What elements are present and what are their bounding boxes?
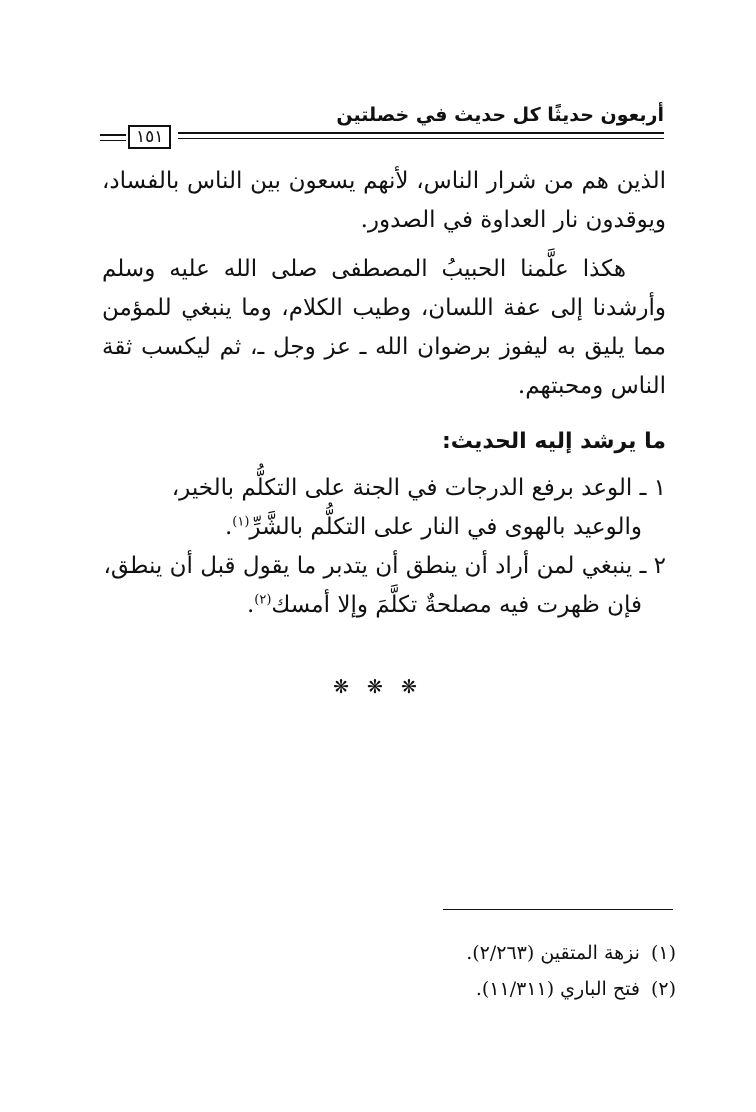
list-item-number: ١ ـ <box>639 475 666 501</box>
footnote-mark: (٢) <box>650 978 676 1000</box>
list-item-number: ٢ ـ <box>639 553 666 579</box>
section-heading: ما يرشد إليه الحديث: <box>442 429 666 454</box>
footnote-ref-2[interactable]: (٢) <box>254 592 272 608</box>
list-item-line-2: فإن ظهرت فيه مصلحةٌ تكلَّمَ وإلا أمسك <box>271 592 642 618</box>
page-number-group <box>100 125 171 149</box>
footnotes <box>256 935 676 1007</box>
list-item-line-2: والوعيد بالهوى في النار على التكلُّم بالشَّرِّ <box>249 514 642 540</box>
section-separator: ❋ ❋ ❋ <box>333 676 423 698</box>
running-title: أربعون حديثًا كل حديث في خصلتين <box>336 104 664 126</box>
footnote-1 <box>256 935 676 971</box>
lesson-list <box>102 469 666 625</box>
body-text <box>102 162 666 625</box>
list-item-line-1: الوعد برفع الدرجات في الجنة على التكلُّم بالخير، <box>171 475 633 501</box>
footnote-text: فتح الباري (١١/٣١١). <box>475 978 640 1000</box>
list-item-line-1: ينبغي لمن أراد أن ينطق أن يتدبر ما يقول قبل أن ينطق، <box>103 553 633 579</box>
header-rule-left <box>100 134 126 141</box>
list-item <box>102 469 666 547</box>
list-item-end: . <box>224 514 233 540</box>
paragraph-1: الذين هم من شرار الناس، لأنهم يسعون بين الناس بالفساد، ويوقدون نار العداوة في الصدور. <box>102 168 666 233</box>
footnote-ref-1[interactable]: (١) <box>232 514 250 530</box>
footnote-text: نزهة المتقين (٢/٢٦٣). <box>466 942 640 964</box>
header-rule <box>178 132 664 139</box>
footnote-rule <box>443 909 673 910</box>
list-item <box>102 547 666 625</box>
list-item-end: . <box>246 592 255 618</box>
page-number: ١٥١ <box>128 125 171 149</box>
footnote-2 <box>256 971 676 1007</box>
footnote-mark: (١) <box>650 942 676 964</box>
paragraph-2: هكذا علَّمنا الحبيبُ المصطفى صلى الله عليه وسلم وأرشدنا إلى عفة اللسان، وطيب الكلام، وما ينبغي للمؤمن مما يليق به ليفوز برضوان الله ـ عز وجل ـ، ثم ليكسب ثقة الناس ومحبتهم. <box>102 256 666 399</box>
